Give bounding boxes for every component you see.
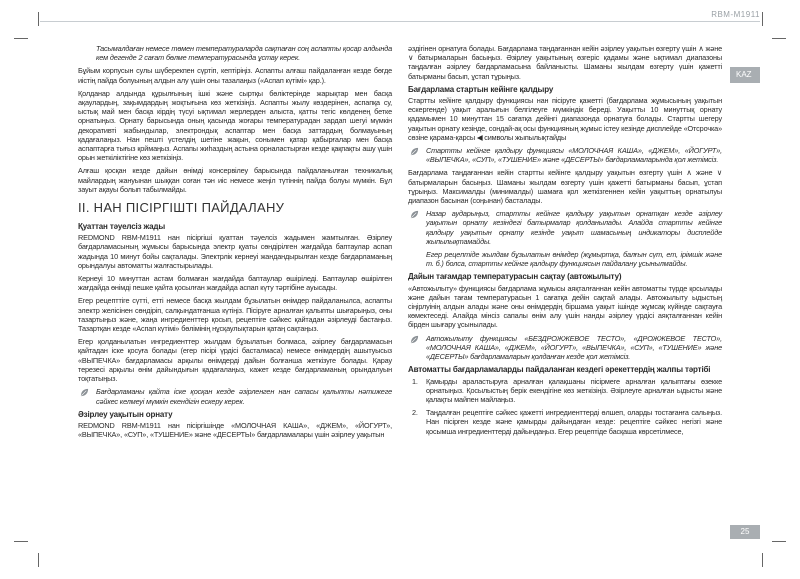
subheading: Бағдарлама стартын кейінге қалдыру [408, 84, 554, 94]
language-tab: KAZ [730, 67, 760, 83]
note-text: Егер рецептіде жылдам бұзылатын өнімдер (жұмыртқа, балғын сүт, ет, ірімшік және т. б.) болса, стартты кейінге қалдыру функциясын пайдалану ұсынылмайды. [426, 250, 722, 269]
paragraph: Бұйым корпусын сулы шүберекпен сүртіп, кептіріңіз. Аспапты алғаш пайдаланған кезде бөгде иістің пайда болуының алдын алу үшін оны тазалаңыз («Аспап күтімі» қар.). [78, 66, 392, 85]
note-block [408, 146, 722, 164]
crop-mark [14, 541, 28, 542]
subheading: Автоматты бағдарламаларды пайдаланған кездегі әрекеттердің жалпы тәртібі [408, 365, 711, 375]
subheading: Қуаттан тәуелсіз жады [78, 222, 166, 232]
paragraph: Егер қолданылатын ингредиенттер жылдам бұзылатын болмаса, әзірлеу бағдарламасын қайтадан іске қосуға болады (егер пісірі үрдісі басталмаса) немесе өнімдердің ашытуысыз «ВЫПЕЧКА» бағдарламасы арқылы өнімдерді дайын болғанша жеткізуге болады. Қарау терезесі арқылы өнім дайындығын қадағалаңыз, кажет кезде бағдарламаның орындалуын тоқтатыңыз. [78, 337, 392, 384]
subheading: Әзірлеу уақытын орнату [78, 409, 173, 419]
leaf-icon [410, 210, 419, 219]
right-column [408, 44, 722, 440]
paragraph: Алғаш қосқан кезде дайын өнімді консервілеу барысында пайдаланылған техникалық майлардың жануынан шыққан соған тән иіс немесе жеңіл түтіннің пайда болуы мүмкін. Бұл зауыт ақауы болып табылмайды. [78, 166, 392, 194]
list-number: 1. [412, 376, 418, 386]
crop-mark [14, 38, 28, 39]
list-text: Қамырды араластыруға арналған қалақшаны пісірмеге арналған қалыптағы өзекке орнатыңыз. Қосылыстың берік екендігіне көз жеткізіңіз. Әзірлеуге арналған ыдысты және қалақты майпен майлаңыз. [426, 376, 722, 404]
section-title: II. НАН ПІСІРГІШТІ ПАЙДАЛАНУ [78, 200, 285, 216]
crop-mark [38, 553, 39, 567]
list-item [408, 408, 722, 436]
list-number: 2. [412, 408, 418, 418]
leaf-icon [410, 335, 419, 344]
subheading: Дайын тағамдар температурасын сақтау (автожылыту) [408, 272, 622, 282]
leaf-icon [80, 388, 89, 397]
list-item [408, 377, 722, 405]
note-block [78, 387, 392, 405]
paragraph: «Автожылыту» функциясы бағдарлама жұмысы аяқталғаннан кейін автоматты түрде қосылады және дайын тағам температурасын 1 сағатқа дейін сақтай алады. Автожылыту ыдыстың сіңірлуінің алдын алады және оны өнімдердің біршама уақыт ішінде жұмсақ күйінде сақтауға көмектеседі. Алайда мінсіз сапалы өнім алу үшін нанды әзірлеу үрдісі аяқталғаннан кейін бірден шығару ұсынылады. [408, 283, 722, 330]
note-text: Стартты кейінге қалдыру функциясы «МОЛОЧНАЯ КАША», «ДЖЕМ», «ЙОГУРТ», «ВЫПЕЧКА», «СУП», «ТУШЕНИЕ» және «ДЕСЕРТЫ» бағдарламаларында қол жетімсіз. [426, 146, 722, 165]
paragraph: Стартты кейінге қалдыру функциясы нан пісіруге қажетті (бағдарлама жұмысының уақытын ескергенде) уақыт аралығын белгілеуге мүмкіндік береді. Уақытты 10 минуттық орнату қадамымен 10 минуттан 15 сағатқа дейінгі диапазонда орнатуға болады. Стартты шегеру уақытын орнату кезінде, сондай-ақ осы функцияның жұмыс істеу кезінде дисплейде «Отсрочка» сөзіне қарама-қарсы ◀ символы жыпылықтайды [408, 96, 722, 142]
note-text: Бағдарламаны қайта іске қосқан кезде әзірленген нан сапасы қалыпты нәтижеге сәйкес келмеуі мүмкін екендігін ескеру керек. [96, 387, 392, 406]
crop-mark [762, 12, 763, 26]
paragraph: Қолданар алдында құрылғының ішкі және сыртқы бөліктерінде жарықтар мен басқа ақаулардың, зақымдардың жоқтығына көз жеткізіңіз. Аспапты жылу көздерінен, аспапқа су, ыстық май мен басқа кірдің түсуі ықтимал жерлерден алыста, қатты тегіс көлденең бетке орнатыңыз. Орнату барысында оның қасында жоғары температурадан зардап шегуі мүмкін декоративті жабындылар, электрондық аспаптар мен басқа заттардың болмауының қадағалаңыз. Нан пешті үстелдің шетіне жақын, сонымен қатар қабырғалар мен басқа аспаптарға тығыз қоймаңыз. Аспапы жиһаздың астына орналастырған кезде қақпақты ашу үшін орын жеткіліктігіне көз жеткізіңіз. [78, 88, 392, 163]
crop-mark [772, 541, 786, 542]
intro-note: Тасымалдаған немесе төмен температураларда сақтаған соң аспапты қосар алдында кем дегенде 2 сағат бөлме температурасында ұстау керек. [96, 44, 392, 63]
paragraph: Егер рецепттіге сүтті, етті немесе басқа жылдам бұзылатын өнімдер пайдаланылса, аспапты электр желісінен сөндіріп, салқындатғанша күтіңіз. Пісіруге арналған қалыпты шығарыңыз, оны тазартыңыз және, жаңа ингредиенттер қосып, рецептіге сәйкес қайтадан әзірлеуді бастаңыз. Тазартқан кезде «Аспап күтімі» бөлімінің нұсқаулықтарын қатаң сақтаңыз. [78, 296, 392, 334]
crop-mark [38, 12, 39, 26]
paragraph: REDMOND RBM-M1911 нан пісіргішінде «МОЛОЧНАЯ КАША», «ДЖЕМ», «ЙОГУРТ», «ВЫПЕЧКА», «СУП», «ТУШЕНИЕ» және «ДЕСЕРТЫ» бағдарламалары үшін әзірлеу уақытын [78, 420, 392, 440]
model-label: RBM-M1911 [711, 10, 760, 19]
leaf-icon [410, 147, 419, 156]
page-number: 25 [730, 525, 760, 539]
note-text: Автожылыту функциясы «БЕЗДРОЖЖЕВОЕ ТЕСТО», «ДРОЖЖЕВОЕ ТЕСТО», «МОЛОЧНАЯ КАША», «ДЖЕМ», «ЙОГУРТ», «ВЫПЕЧКА», «СУП», «ТУШЕНИЕ» және «ДЕСЕРТЫ» бағдарламаларын қолданған кезде қол жетімсіз. [426, 333, 722, 362]
paragraph: Кернеуі 10 минуттан астам болмаған жағдайда баптаулар өшіріледі. Баптаулар өшірілген жағдайда өнімді пешке қайта қосылған жағдайда аспап күту тәртібіне ауысады. [78, 274, 392, 293]
paragraph: әздігінен орнатуға болады. Бағдарлама таңдағаннан кейін әзірлеу уақытын өзгерту үшін ∧ және ∨ батырмаларын басыңыз. Әзірлеу уақытының өзгеріс қадамы және ықтимал диапазоны таңдалған әзірлеу бағдарламасына байланысты. Шаманы жылдам өзгерту үшін қажетті батырманы басып, ұстап тұрыңыз. [408, 44, 722, 81]
list-text: Таңдалған рецептіге сәйкес қажетті ингредиенттерді өлшеп, оларды тостағанға салыңыз. Нан пісірген кезде және қамырды дайындаған кезде: рецептіге сәйкес негізгі және қосымша ингредиенттерді дайындаңыз. Егер рецептіде басқаша көрсетілмесе, [426, 408, 722, 436]
paragraph: REDMOND RBM-M1911 нан пісіргіші қуаттан тәуелсіз жадымен жамтылған. Әзірлеу бағдарламасының жұмысы барысында электр қуаты сөндірілген жағдайда баптаулар аспап жадында 10 минут бойы сақталады. Электрлік кернеуі жандандырылған кезде бағдарламаның орындалуы автоматты жалғастырылады. [78, 233, 392, 270]
note-block [408, 334, 722, 362]
header-rule [40, 21, 760, 22]
paragraph: Бағдарлама таңдағаннан кейін стартты кейінге қалдыру уақытын өзгерту үшін ∧ және ∨ батырмаларын басыңыз. Шаманы жылдам өзгерту үшін қажетті батырманы басып, ұстап тұрыңыз. Максималды (минималды) шамаға қол жеткізгеннен кейін уақыттың орнатылуы диапазон басынан (соңынан) басталады. [408, 168, 722, 206]
note-text: Назар аударыңыз, стартты кейінге қалдыру уақытын орнатқан кезде әзірлеу уақытын орнату кезіндегі батырмалар қолданылады. Алайда стартты кейінге қалдыру уақытын орнату кезінде уақыт шамасының индикаторы дисплейде жыпылықтамайды. [426, 209, 722, 246]
crop-mark [772, 38, 786, 39]
note-block [408, 209, 722, 268]
crop-mark [762, 553, 763, 567]
left-column [78, 44, 392, 443]
